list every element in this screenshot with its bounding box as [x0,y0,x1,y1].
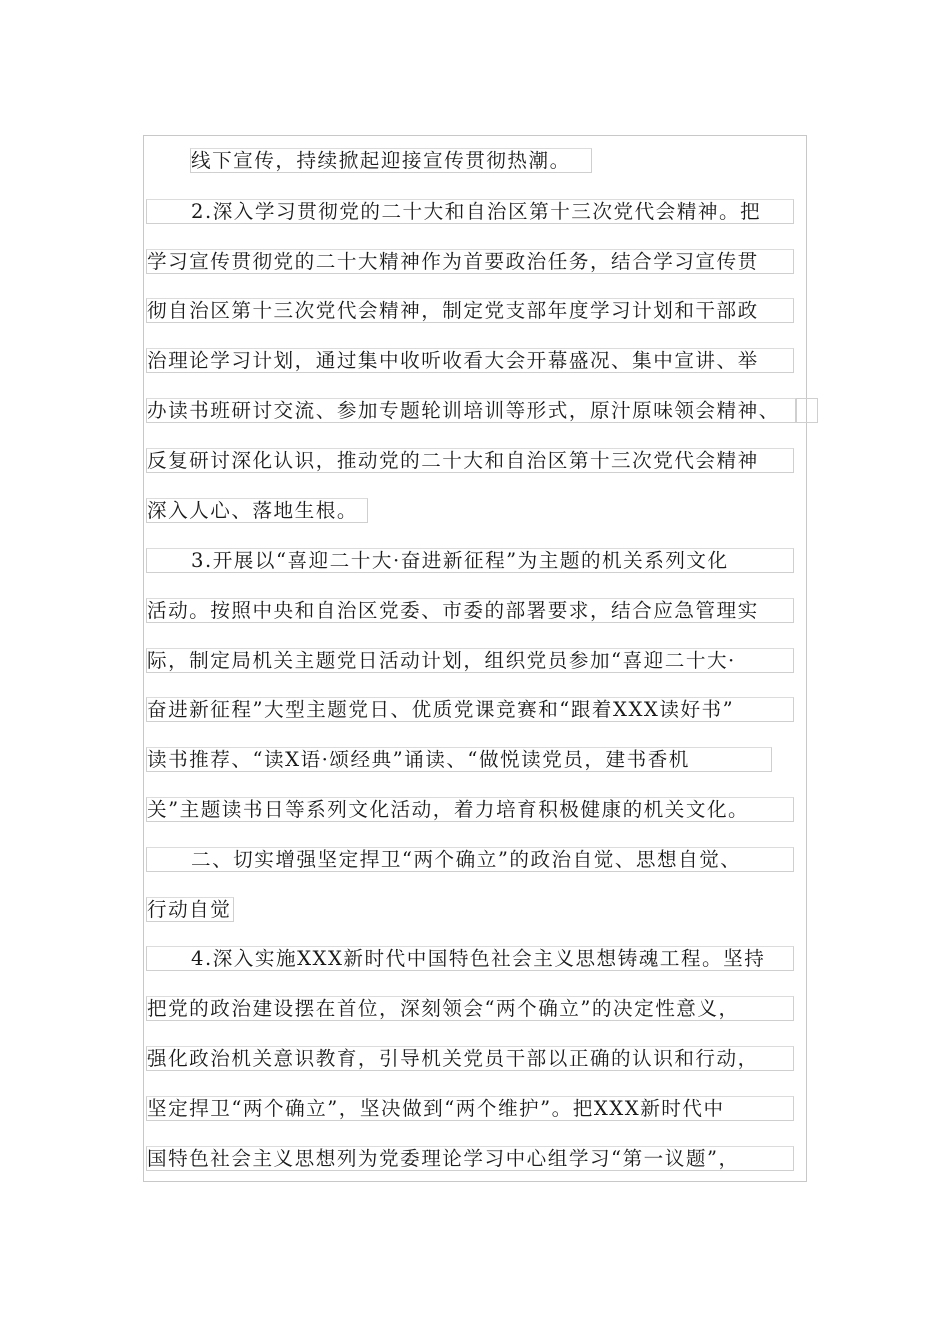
text-line: 关”主题读书日等系列文化活动，着力培育积极健康的机关文化。 [146,797,794,822]
text-line: 奋进新征程”大型主题党日、优质党课竞赛和“跟着XXX读好书” [146,697,794,722]
overflow-marker [796,398,818,423]
text-line: 活动。按照中央和自治区党委、市委的部署要求，结合应急管理实 [146,598,794,623]
text-line: 4.深入实施XXX新时代中国特色社会主义思想铸魂工程。坚持 [146,946,794,971]
text-line: 办读书班研讨交流、参加专题轮训培训等形式，原汁原味领会精神、 [146,398,796,423]
text-line: 2.深入学习贯彻党的二十大和自治区第十三次党代会精神。把 [146,199,794,224]
text-line: 坚定捍卫“两个确立”，坚决做到“两个维护”。把XXX新时代中 [146,1096,794,1121]
text-line: 线下宣传，持续掀起迎接宣传贯彻热潮。 [190,148,592,173]
section-heading-cont: 行动自觉 [146,897,234,922]
text-line: 深入人心、落地生根。 [146,498,368,523]
text-line: 读书推荐、“读X语·颂经典”诵读、“做悦读党员，建书香机 [146,747,772,772]
text-line: 把党的政治建设摆在首位，深刻领会“两个确立”的决定性意义， [146,996,794,1021]
text-line: 强化政治机关意识教育，引导机关党员干部以正确的认识和行动， [146,1046,794,1071]
text-line: 学习宣传贯彻党的二十大精神作为首要政治任务，结合学习宣传贯 [146,249,794,274]
text-line: 国特色社会主义思想列为党委理论学习中心组学习“第一议题”， [146,1146,794,1171]
text-line: 际，制定局机关主题党日活动计划，组织党员参加“喜迎二十大· [146,648,794,673]
text-line: 彻自治区第十三次党代会精神，制定党支部年度学习计划和干部政 [146,298,794,323]
text-line: 反复研讨深化认识，推动党的二十大和自治区第十三次党代会精神 [146,448,794,473]
section-heading: 二、切实增强坚定捍卫“两个确立”的政治自觉、思想自觉、 [146,847,794,872]
text-line: 治理论学习计划，通过集中收听收看大会开幕盛况、集中宣讲、举 [146,348,794,373]
text-line: 3.开展以“喜迎二十大·奋进新征程”为主题的机关系列文化 [146,548,794,573]
